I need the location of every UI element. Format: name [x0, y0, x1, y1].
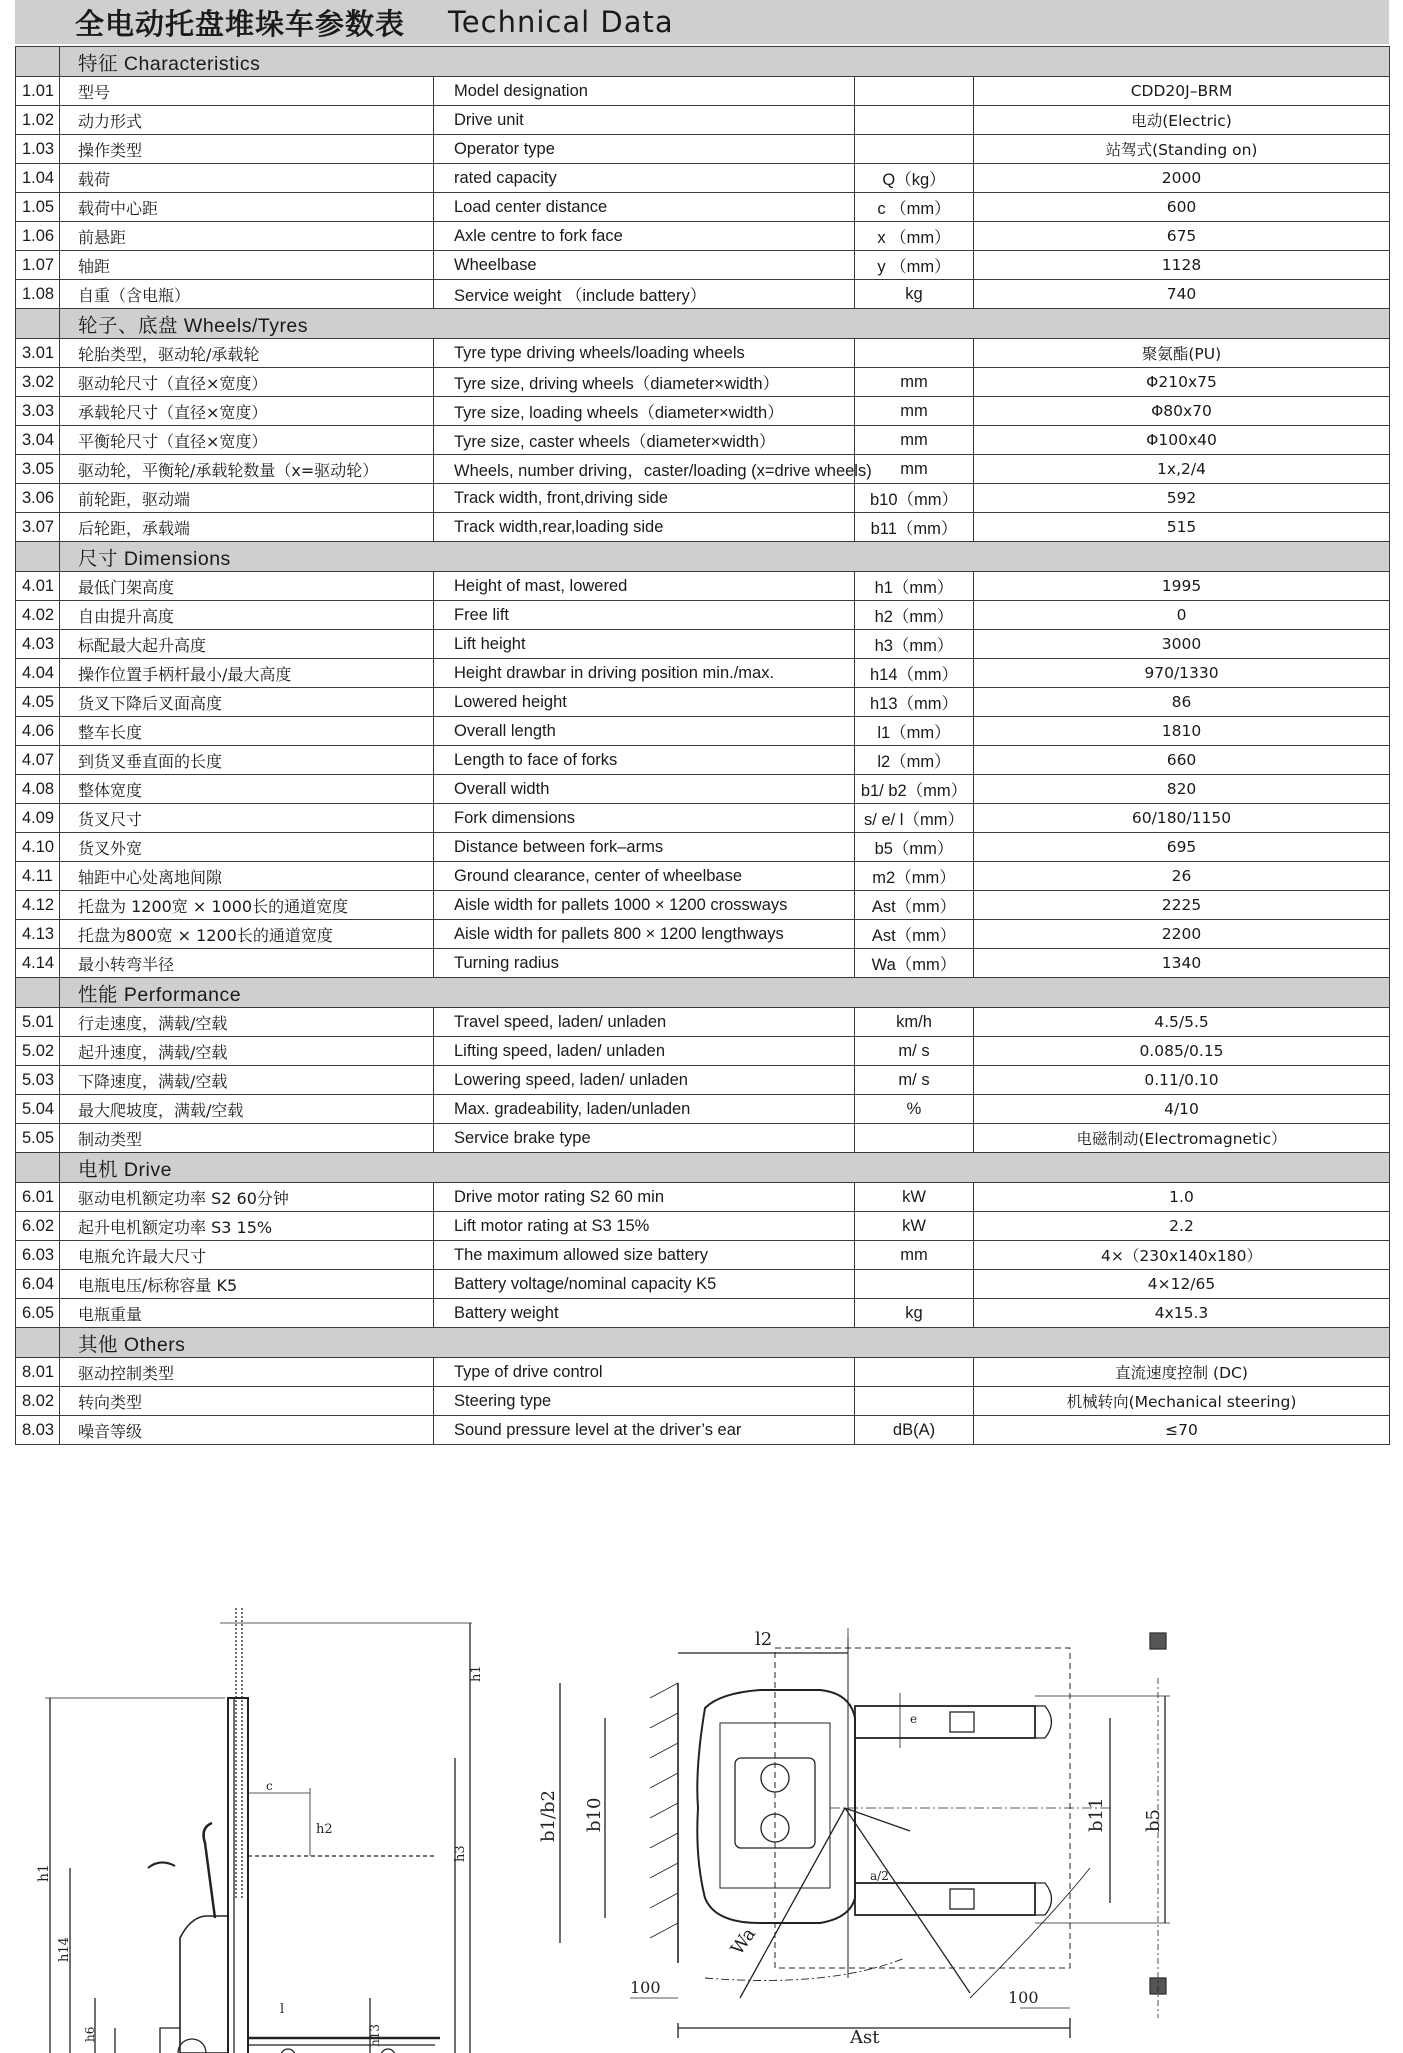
table-row: [16, 1387, 1390, 1416]
table-row: [16, 717, 1390, 746]
table-row: [16, 164, 1390, 193]
item-value: 592: [974, 484, 1390, 513]
item-number: 4.05: [16, 688, 60, 717]
item-name-english: Steering type: [434, 1387, 855, 1416]
item-number: 1.08: [16, 280, 60, 309]
label-wa: Wa: [726, 1924, 760, 1959]
title-bar: [15, 0, 1389, 44]
table-row: [16, 891, 1390, 920]
item-name-chinese: 货叉尺寸: [60, 804, 434, 833]
item-value: 0: [974, 601, 1390, 630]
item-name-english: Tyre size, loading wheels（diameter×width）: [434, 397, 855, 426]
table-row: [16, 804, 1390, 833]
item-name-chinese: 起升速度，满载/空载: [60, 1037, 434, 1066]
item-unit: mm: [855, 426, 974, 455]
section-no-cell: [16, 309, 60, 339]
item-unit: h1（mm）: [855, 572, 974, 601]
item-value: 86: [974, 688, 1390, 717]
table-row: [16, 513, 1390, 542]
item-value: 1810: [974, 717, 1390, 746]
item-name-chinese: 货叉外宽: [60, 833, 434, 862]
item-number: 1.02: [16, 106, 60, 135]
table-row: [16, 484, 1390, 513]
item-name-chinese: 驱动轮尺寸（直径×宽度）: [60, 368, 434, 397]
section-header-row: [16, 978, 1390, 1008]
item-number: 1.03: [16, 135, 60, 164]
item-number: 4.11: [16, 862, 60, 891]
item-name-english: Length to face of forks: [434, 746, 855, 775]
item-name-english: Model designation: [434, 77, 855, 106]
item-unit: mm: [855, 368, 974, 397]
item-value: CDD20J–BRM: [974, 77, 1390, 106]
item-value: 4.5/5.5: [974, 1008, 1390, 1037]
section-header-row: [16, 1153, 1390, 1183]
item-name-english: Drive unit: [434, 106, 855, 135]
top-view-drawing: [530, 1598, 1340, 2048]
table-row: [16, 1183, 1390, 1212]
table-row: [16, 368, 1390, 397]
item-number: 3.05: [16, 455, 60, 484]
label-l2-top: l2: [755, 1629, 773, 1650]
item-name-english: Fork dimensions: [434, 804, 855, 833]
item-unit: Q（kg）: [855, 164, 974, 193]
item-name-english: Ground clearance, center of wheelbase: [434, 862, 855, 891]
table-row: [16, 339, 1390, 368]
item-name-chinese: 货叉下降后叉面高度: [60, 688, 434, 717]
item-name-english: Lift height: [434, 630, 855, 659]
table-row: [16, 688, 1390, 717]
item-number: 4.02: [16, 601, 60, 630]
item-value: Φ100x40: [974, 426, 1390, 455]
item-name-chinese: 动力形式: [60, 106, 434, 135]
item-name-english: Axle centre to fork face: [434, 222, 855, 251]
item-name-chinese: 轴距中心处离地间隙: [60, 862, 434, 891]
item-name-chinese: 载荷中心距: [60, 193, 434, 222]
table-row: [16, 1212, 1390, 1241]
technical-data-table: [15, 46, 1390, 1445]
table-row: [16, 572, 1390, 601]
item-name-chinese: 操作类型: [60, 135, 434, 164]
item-value: 直流速度控制 (DC): [974, 1358, 1390, 1387]
item-name-chinese: 驱动控制类型: [60, 1358, 434, 1387]
item-unit: Ast（mm）: [855, 920, 974, 949]
item-value: 聚氨酯(PU): [974, 339, 1390, 368]
item-name-english: Battery weight: [434, 1299, 855, 1328]
item-number: 4.08: [16, 775, 60, 804]
item-name-english: Operator type: [434, 135, 855, 164]
item-name-english: Lowering speed, laden/ unladen: [434, 1066, 855, 1095]
item-name-chinese: 操作位置手柄杆最小/最大高度: [60, 659, 434, 688]
item-name-english: Load center distance: [434, 193, 855, 222]
item-name-chinese: 轮胎类型，驱动轮/承载轮: [60, 339, 434, 368]
item-name-english: Track width, front,driving side: [434, 484, 855, 513]
item-number: 4.03: [16, 630, 60, 659]
item-number: 4.01: [16, 572, 60, 601]
item-name-english: Wheels, number driving，caster/loading (x=drive wheels): [434, 455, 855, 484]
table-row: [16, 862, 1390, 891]
table-row: [16, 426, 1390, 455]
item-value: 4x15.3: [974, 1299, 1390, 1328]
section-no-cell: [16, 47, 60, 77]
item-value: 1x,2/4: [974, 455, 1390, 484]
item-name-english: Track width,rear,loading side: [434, 513, 855, 542]
section-title: 尺寸 Dimensions: [60, 542, 1390, 572]
item-value: 1128: [974, 251, 1390, 280]
item-name-english: The maximum allowed size battery: [434, 1241, 855, 1270]
item-name-english: Lowered height: [434, 688, 855, 717]
item-name-chinese: 最小转弯半径: [60, 949, 434, 978]
item-name-chinese: 转向类型: [60, 1387, 434, 1416]
item-unit: h3（mm）: [855, 630, 974, 659]
item-name-english: Aisle width for pallets 1000 × 1200 crossways: [434, 891, 855, 920]
item-name-english: Tyre size, driving wheels（diameter×width）: [434, 368, 855, 397]
item-number: 1.06: [16, 222, 60, 251]
item-name-english: Distance between fork–arms: [434, 833, 855, 862]
label-e: e: [910, 1712, 918, 1726]
item-name-chinese: 电瓶电压/标称容量 K5: [60, 1270, 434, 1299]
item-name-chinese: 托盘为 1200宽 × 1000长的通道宽度: [60, 891, 434, 920]
section-header-row: [16, 309, 1390, 339]
item-number: 3.03: [16, 397, 60, 426]
item-name-chinese: 载荷: [60, 164, 434, 193]
item-name-english: Tyre size, caster wheels（diameter×width）: [434, 426, 855, 455]
item-value: 4×12/65: [974, 1270, 1390, 1299]
item-value: 820: [974, 775, 1390, 804]
title-english: Technical Data: [448, 5, 674, 39]
item-value: 515: [974, 513, 1390, 542]
table-row: [16, 106, 1390, 135]
table-row: [16, 659, 1390, 688]
section-title: 其他 Others: [60, 1328, 1390, 1358]
item-name-english: Drive motor rating S2 60 min: [434, 1183, 855, 1212]
section-title: 轮子、底盘 Wheels/Tyres: [60, 309, 1390, 339]
item-number: 3.04: [16, 426, 60, 455]
table-row: [16, 135, 1390, 164]
item-unit: m/ s: [855, 1066, 974, 1095]
item-value: 4×（230x140x180）: [974, 1241, 1390, 1270]
item-name-english: Sound pressure level at the driver’s ear: [434, 1416, 855, 1445]
table-row: [16, 280, 1390, 309]
table-row: [16, 251, 1390, 280]
item-value: Φ210x75: [974, 368, 1390, 397]
section-title: 特征 Characteristics: [60, 47, 1390, 77]
section-header-row: [16, 1328, 1390, 1358]
item-name-chinese: 自重（含电瓶）: [60, 280, 434, 309]
item-number: 8.02: [16, 1387, 60, 1416]
item-unit: b1/ b2（mm）: [855, 775, 974, 804]
item-unit: kg: [855, 280, 974, 309]
item-value: 970/1330: [974, 659, 1390, 688]
item-unit: %: [855, 1095, 974, 1124]
item-number: 4.04: [16, 659, 60, 688]
item-name-chinese: 电瓶重量: [60, 1299, 434, 1328]
item-value: 0.11/0.10: [974, 1066, 1390, 1095]
item-value: 2200: [974, 920, 1390, 949]
item-value: 1340: [974, 949, 1390, 978]
item-name-english: Battery voltage/nominal capacity K5: [434, 1270, 855, 1299]
item-name-chinese: 噪音等级: [60, 1416, 434, 1445]
item-number: 1.07: [16, 251, 60, 280]
item-number: 1.05: [16, 193, 60, 222]
table-row: [16, 1008, 1390, 1037]
label-100-right: 100: [1008, 1988, 1039, 2007]
item-number: 4.07: [16, 746, 60, 775]
label-b10: b10: [584, 1797, 605, 1832]
label-100-left: 100: [630, 1978, 661, 1997]
item-name-english: Aisle width for pallets 800 × 1200 lengthways: [434, 920, 855, 949]
side-view-drawing: [36, 1598, 510, 2047]
item-unit: h2（mm）: [855, 601, 974, 630]
item-name-chinese: 下降速度，满载/空载: [60, 1066, 434, 1095]
item-unit: mm: [855, 1241, 974, 1270]
item-unit: [855, 106, 974, 135]
item-number: 8.03: [16, 1416, 60, 1445]
label-b11: b11: [1086, 1797, 1107, 1832]
label-a2: a/2: [870, 1869, 889, 1883]
label-h4: h1: [469, 1665, 484, 1682]
item-name-english: Free lift: [434, 601, 855, 630]
table-row: [16, 920, 1390, 949]
item-name-chinese: 行走速度，满载/空载: [60, 1008, 434, 1037]
item-unit: h14（mm）: [855, 659, 974, 688]
item-unit: [855, 135, 974, 164]
label-h2: h2: [316, 1822, 333, 1837]
item-name-english: rated capacity: [434, 164, 855, 193]
item-number: 1.01: [16, 77, 60, 106]
table-row: [16, 630, 1390, 659]
item-name-chinese: 整体宽度: [60, 775, 434, 804]
table-row: [16, 397, 1390, 426]
section-header-row: [16, 542, 1390, 572]
item-value: 1995: [974, 572, 1390, 601]
item-name-chinese: 前悬距: [60, 222, 434, 251]
table-row: [16, 1358, 1390, 1387]
item-unit: km/h: [855, 1008, 974, 1037]
item-value: 660: [974, 746, 1390, 775]
item-number: 6.03: [16, 1241, 60, 1270]
section-header-row: [16, 47, 1390, 77]
item-value: 2225: [974, 891, 1390, 920]
table-row: [16, 1124, 1390, 1153]
item-name-chinese: 自由提升高度: [60, 601, 434, 630]
item-number: 3.07: [16, 513, 60, 542]
table-row: [16, 1095, 1390, 1124]
table-row: [16, 949, 1390, 978]
item-number: 4.06: [16, 717, 60, 746]
item-name-english: Lift motor rating at S3 15%: [434, 1212, 855, 1241]
label-h6: h6: [83, 2026, 97, 2042]
item-unit: Wa（mm）: [855, 949, 974, 978]
table-row: [16, 775, 1390, 804]
item-number: 5.02: [16, 1037, 60, 1066]
item-name-english: Type of drive control: [434, 1358, 855, 1387]
item-name-chinese: 后轮距，承载端: [60, 513, 434, 542]
item-unit: [855, 1387, 974, 1416]
table-row: [16, 193, 1390, 222]
item-unit: mm: [855, 397, 974, 426]
item-value: 4/10: [974, 1095, 1390, 1124]
item-unit: [855, 1358, 974, 1387]
item-value: 2000: [974, 164, 1390, 193]
item-value: 3000: [974, 630, 1390, 659]
item-name-chinese: 平衡轮尺寸（直径×宽度）: [60, 426, 434, 455]
item-value: 740: [974, 280, 1390, 309]
table-row: [16, 601, 1390, 630]
item-value: 0.085/0.15: [974, 1037, 1390, 1066]
item-number: 6.04: [16, 1270, 60, 1299]
item-unit: c （mm）: [855, 193, 974, 222]
item-name-english: Service brake type: [434, 1124, 855, 1153]
item-number: 1.04: [16, 164, 60, 193]
item-name-english: Travel speed, laden/ unladen: [434, 1008, 855, 1037]
item-unit: l1（mm）: [855, 717, 974, 746]
item-unit: Ast（mm）: [855, 891, 974, 920]
item-value: 26: [974, 862, 1390, 891]
item-value: 675: [974, 222, 1390, 251]
table-row: [16, 1299, 1390, 1328]
item-name-chinese: 前轮距，驱动端: [60, 484, 434, 513]
section-no-cell: [16, 1328, 60, 1358]
table-row: [16, 833, 1390, 862]
item-unit: [855, 1124, 974, 1153]
item-name-chinese: 承载轮尺寸（直径×宽度）: [60, 397, 434, 426]
item-number: 6.01: [16, 1183, 60, 1212]
item-unit: mm: [855, 455, 974, 484]
item-value: 695: [974, 833, 1390, 862]
label-b1b2: b1/b2: [538, 1789, 559, 1842]
item-name-chinese: 到货叉垂直面的长度: [60, 746, 434, 775]
item-name-chinese: 最大爬坡度，满载/空载: [60, 1095, 434, 1124]
item-value: 2.2: [974, 1212, 1390, 1241]
item-unit: y （mm）: [855, 251, 974, 280]
item-value: 电动(Electric): [974, 106, 1390, 135]
item-unit: m2（mm）: [855, 862, 974, 891]
label-h3: h3: [453, 1845, 468, 1862]
item-value: 电磁制动(Electromagnetic）: [974, 1124, 1390, 1153]
table-row: [16, 1416, 1390, 1445]
section-title: 电机 Drive: [60, 1153, 1390, 1183]
item-unit: dB(A): [855, 1416, 974, 1445]
item-number: 5.01: [16, 1008, 60, 1037]
section-no-cell: [16, 542, 60, 572]
item-name-chinese: 整车长度: [60, 717, 434, 746]
item-unit: kW: [855, 1212, 974, 1241]
item-number: 8.01: [16, 1358, 60, 1387]
item-number: 4.13: [16, 920, 60, 949]
table-row: [16, 746, 1390, 775]
section-no-cell: [16, 978, 60, 1008]
item-value: ≤70: [974, 1416, 1390, 1445]
item-unit: l2（mm）: [855, 746, 974, 775]
item-unit: m/ s: [855, 1037, 974, 1066]
item-value: 60/180/1150: [974, 804, 1390, 833]
item-number: 4.09: [16, 804, 60, 833]
table-row: [16, 1037, 1390, 1066]
item-name-chinese: 驱动轮，平衡轮/承载轮数量（x=驱动轮）: [60, 455, 434, 484]
item-name-chinese: 最低门架高度: [60, 572, 434, 601]
item-name-english: Wheelbase: [434, 251, 855, 280]
item-name-english: Tyre type driving wheels/loading wheels: [434, 339, 855, 368]
item-number: 4.12: [16, 891, 60, 920]
item-name-english: Lifting speed, laden/ unladen: [434, 1037, 855, 1066]
item-unit: x （mm）: [855, 222, 974, 251]
table-row: [16, 1066, 1390, 1095]
item-name-english: Overall width: [434, 775, 855, 804]
item-number: 4.14: [16, 949, 60, 978]
label-b5: b5: [1143, 1809, 1164, 1832]
item-unit: kg: [855, 1299, 974, 1328]
item-value: 机械转向(Mechanical steering): [974, 1387, 1390, 1416]
item-number: 3.06: [16, 484, 60, 513]
item-unit: h13（mm）: [855, 688, 974, 717]
label-l: l: [280, 2002, 285, 2017]
item-number: 5.04: [16, 1095, 60, 1124]
table-row: [16, 1241, 1390, 1270]
item-unit: [855, 1270, 974, 1299]
item-name-english: Max. gradeability, laden/unladen: [434, 1095, 855, 1124]
item-unit: b11（mm）: [855, 513, 974, 542]
table-row: [16, 222, 1390, 251]
item-name-chinese: 托盘为800宽 × 1200长的通道宽度: [60, 920, 434, 949]
item-name-chinese: 型号: [60, 77, 434, 106]
item-unit: s/ e/ l（mm）: [855, 804, 974, 833]
table-row: [16, 77, 1390, 106]
item-name-chinese: 电瓶允许最大尺寸: [60, 1241, 434, 1270]
label-h1: h1: [36, 1864, 52, 1882]
item-name-chinese: 轴距: [60, 251, 434, 280]
item-unit: b10（mm）: [855, 484, 974, 513]
item-number: 4.10: [16, 833, 60, 862]
section-no-cell: [16, 1153, 60, 1183]
label-h13: h13: [368, 2024, 382, 2047]
item-number: 6.02: [16, 1212, 60, 1241]
title-chinese: 全电动托盘堆垛车参数表: [75, 7, 406, 41]
table-row: [16, 1270, 1390, 1299]
section-title: 性能 Performance: [60, 978, 1390, 1008]
item-number: 3.02: [16, 368, 60, 397]
item-name-chinese: 起升电机额定功率 S3 15%: [60, 1212, 434, 1241]
item-value: 600: [974, 193, 1390, 222]
item-name-english: Height drawbar in driving position min./max.: [434, 659, 855, 688]
item-number: 5.03: [16, 1066, 60, 1095]
item-name-english: Overall length: [434, 717, 855, 746]
item-unit: [855, 77, 974, 106]
item-name-english: Service weight （include battery）: [434, 280, 855, 309]
item-name-english: Turning radius: [434, 949, 855, 978]
item-name-english: Height of mast, lowered: [434, 572, 855, 601]
item-name-chinese: 标配最大起升高度: [60, 630, 434, 659]
item-number: 3.01: [16, 339, 60, 368]
item-name-chinese: 驱动电机额定功率 S2 60分钟: [60, 1183, 434, 1212]
item-value: 站驾式(Standing on): [974, 135, 1390, 164]
label-ast: Ast: [850, 2027, 880, 2048]
item-unit: [855, 339, 974, 368]
label-h14: h14: [57, 1937, 72, 1962]
label-c: c: [266, 1779, 273, 1793]
item-value: 1.0: [974, 1183, 1390, 1212]
item-unit: kW: [855, 1183, 974, 1212]
item-number: 5.05: [16, 1124, 60, 1153]
item-number: 6.05: [16, 1299, 60, 1328]
table-row: [16, 455, 1390, 484]
item-value: Φ80x70: [974, 397, 1390, 426]
item-name-chinese: 制动类型: [60, 1124, 434, 1153]
item-unit: b5（mm）: [855, 833, 974, 862]
